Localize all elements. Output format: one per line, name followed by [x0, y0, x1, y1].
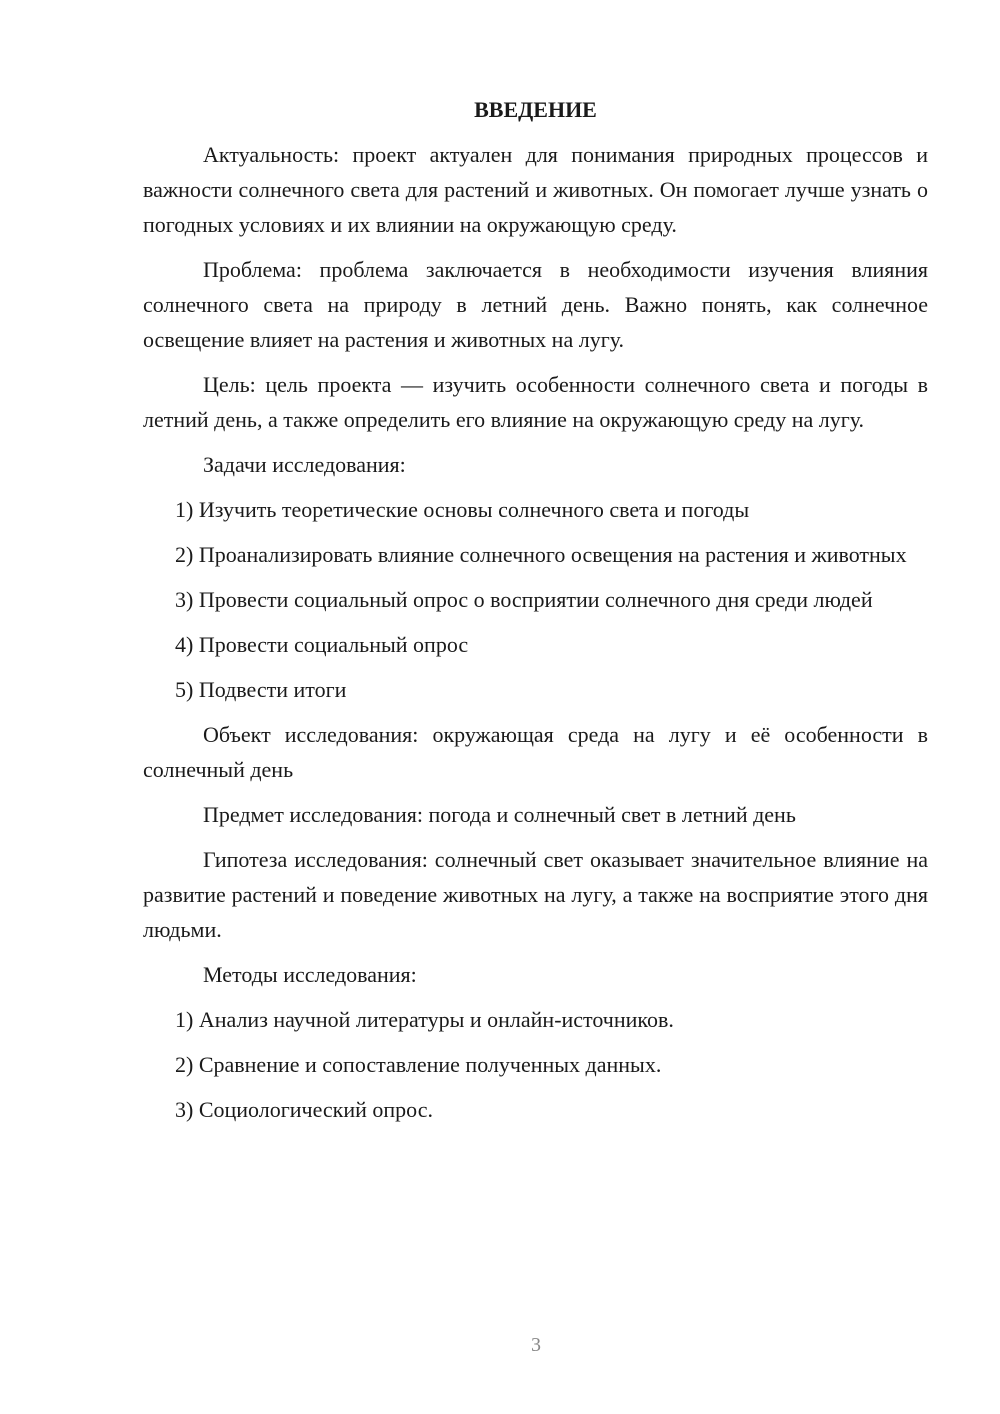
- hypothesis-paragraph: Гипотеза исследования: солнечный свет оказывает значительное влияние на развитие растений и поведение животных на лугу, а также на восприятие этого дня людьми.: [143, 847, 928, 942]
- relevance-paragraph: Актуальность: проект актуален для понимания природных процессов и важности солнечного света для растений и животных. Он помогает лучше узнать о погодных условиях и их влиянии на окружающую среду.: [143, 142, 928, 237]
- methods-title: Методы исследования:: [203, 962, 417, 987]
- task-item: 3) Провести социальный опрос о восприятии солнечного дня среди людей: [175, 587, 873, 612]
- tasks-title: Задачи исследования:: [203, 452, 406, 477]
- page-number: 3: [531, 1334, 541, 1356]
- goal-paragraph: Цель: цель проекта — изучить особенности солнечного света и погоды в летний день, а также определить его влияние на окружающую среду на лугу.: [143, 372, 928, 432]
- method-item: 1) Анализ научной литературы и онлайн-источников.: [175, 1007, 674, 1032]
- method-item: 3) Социологический опрос.: [175, 1097, 433, 1122]
- document-page: [143, 95, 928, 1137]
- subject-paragraph: Предмет исследования: погода и солнечный свет в летний день: [203, 802, 796, 827]
- method-item: 2) Сравнение и сопоставление полученных данных.: [175, 1052, 662, 1077]
- task-item: 4) Провести социальный опрос: [175, 632, 469, 657]
- task-item: 1) Изучить теоретические основы солнечного света и погоды: [175, 497, 750, 522]
- section-heading: ВВЕДЕНИЕ: [474, 97, 597, 122]
- problem-paragraph: Проблема: проблема заключается в необходимости изучения влияния солнечного света на природу в летний день. Важно понять, как солнечное освещение влияет на растения и животных на лугу.: [143, 257, 928, 352]
- task-item: 5) Подвести итоги: [175, 677, 347, 702]
- object-paragraph: Объект исследования: окружающая среда на лугу и её особенности в солнечный день: [143, 722, 928, 782]
- task-item: 2) Проанализировать влияние солнечного освещения на растения и животных: [175, 542, 907, 567]
